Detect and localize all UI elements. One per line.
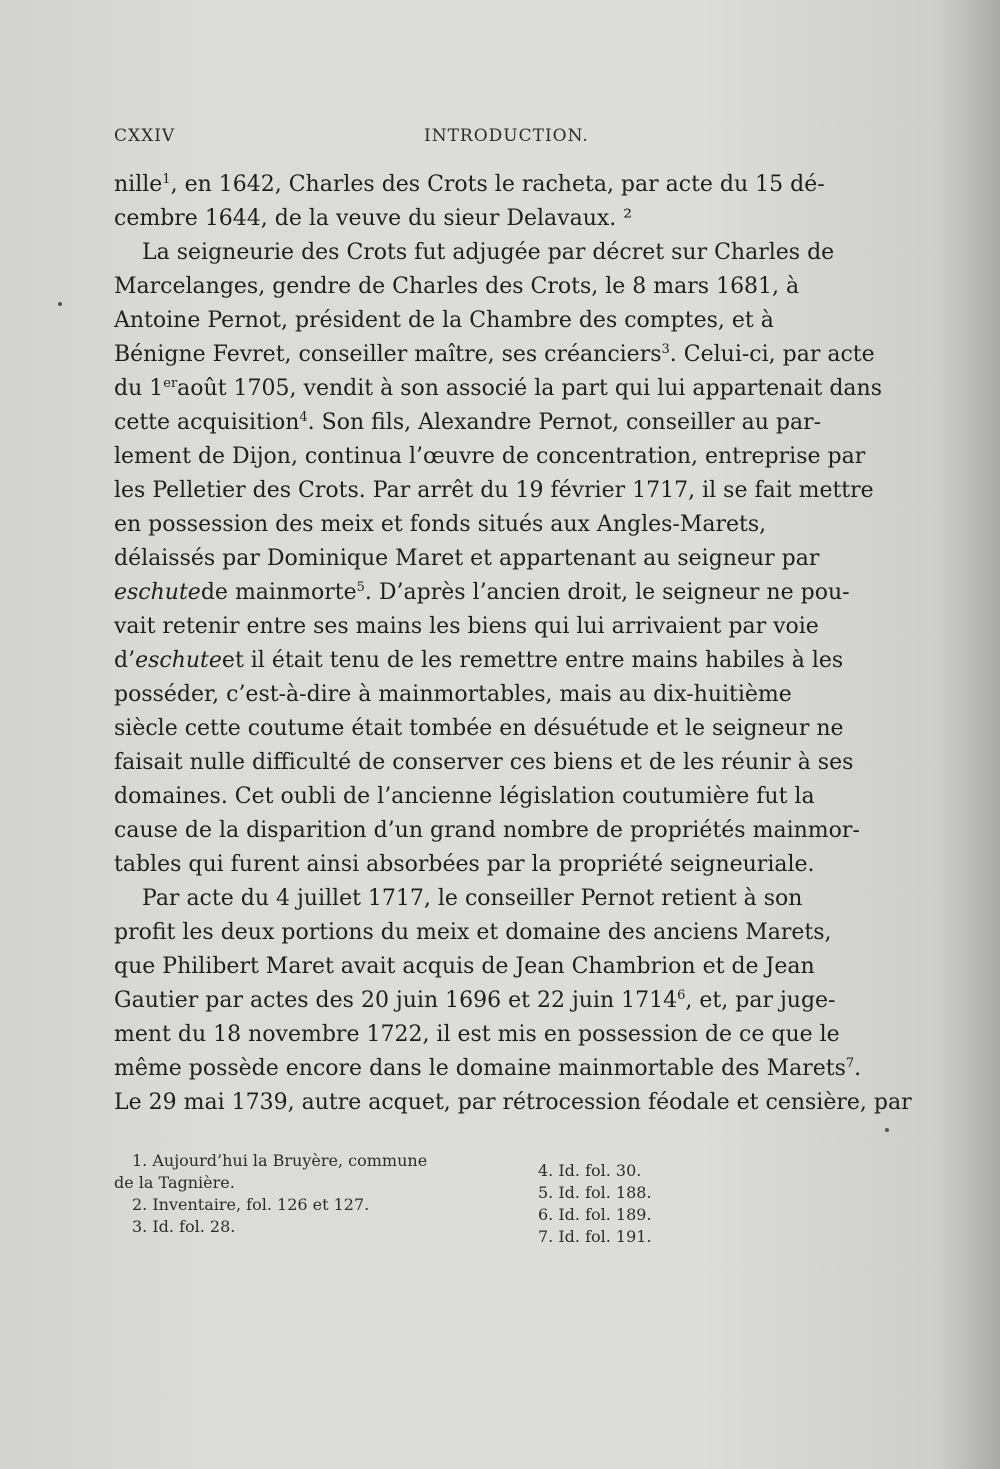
text-fragment: profit les deux portions du meix et domaine des anciens Marets,	[114, 920, 832, 945]
text-fragment: vait retenir entre ses mains les biens qui lui arrivaient par voie	[114, 614, 819, 639]
text-fragment: cette acquisition	[114, 410, 300, 435]
text-line	[114, 712, 894, 746]
text-fragment: du 1	[114, 376, 164, 401]
text-line	[114, 372, 894, 406]
text-fragment: lement de Dijon, continua l’œuvre de concentration, entreprise par	[114, 444, 866, 469]
footnote-ref: 3	[661, 342, 670, 357]
text-fragment: en possession des meix et fonds situés aux Angles-Marets,	[114, 512, 767, 537]
text-fragment: ment du 18 novembre 1722, il est mis en possession de ce que le	[114, 1022, 840, 1047]
footnotes-column-left	[114, 1150, 494, 1238]
italic-term: eschute	[135, 648, 222, 673]
text-line	[114, 508, 894, 542]
text-line	[114, 338, 894, 372]
text-fragment: août 1705, vendit à son associé la part qui lui appartenait dans	[177, 376, 882, 401]
text-line	[114, 882, 894, 916]
text-line	[114, 814, 894, 848]
footnote-item: 7. Id. fol. 191.	[538, 1227, 652, 1246]
text-line	[114, 848, 894, 882]
text-fragment: tables qui furent ainsi absorbées par la propriété seigneuriale.	[114, 852, 815, 877]
text-fragment: cembre 1644, de la veuve du sieur Delavaux. ²	[114, 206, 633, 231]
text-fragment: Antoine Pernot, président de la Chambre des comptes, et à	[114, 308, 774, 333]
footnote-item: 5. Id. fol. 188.	[538, 1183, 652, 1202]
text-line	[114, 406, 894, 440]
page-number: CXXIV	[114, 126, 176, 146]
text-line	[114, 746, 894, 780]
footnote-item: 3. Id. fol. 28.	[132, 1217, 236, 1236]
text-fragment: . D’après l’ancien droit, le seigneur ne pou-	[364, 580, 850, 605]
text-line	[114, 202, 894, 236]
text-fragment: délaissés par Dominique Maret et appartenant au seigneur par	[114, 546, 820, 571]
text-line	[114, 780, 894, 814]
text-fragment: faisait nulle difficulté de conserver ces biens et de les réunir à ses	[114, 750, 854, 775]
text-fragment: . Son fils, Alexandre Pernot, conseiller au par-	[307, 410, 822, 435]
italic-term: eschute	[114, 580, 201, 605]
text-fragment: , en 1642, Charles des Crots le racheta, par acte du 15 dé-	[170, 172, 825, 197]
text-line	[114, 304, 894, 338]
footnote-item: 6. Id. fol. 189.	[538, 1205, 652, 1224]
text-line	[114, 542, 894, 576]
text-fragment: Marcelanges, gendre de Charles des Crots, le 8 mars 1681, à	[114, 274, 800, 299]
text-fragment: nille	[114, 172, 163, 197]
running-title: INTRODUCTION.	[424, 126, 589, 146]
footnote-ref: 6	[677, 988, 686, 1003]
text-fragment: même possède encore dans le domaine mainmortable des Marets	[114, 1056, 846, 1081]
text-line	[114, 576, 894, 610]
text-line	[114, 678, 894, 712]
text-line	[114, 1086, 912, 1120]
text-fragment: Bénigne Fevret, conseiller maître, ses créanciers	[114, 342, 662, 367]
text-line	[114, 1052, 894, 1086]
text-fragment: posséder, c’est-à-dire à mainmortables, mais au dix-huitième	[114, 682, 792, 707]
text-line	[114, 168, 894, 202]
footnote-ref: 7	[845, 1056, 855, 1071]
footnote-ref: 5	[356, 580, 365, 595]
text-fragment: cause de la disparition d’un grand nombre de propriétés mainmor-	[114, 818, 860, 843]
text-fragment: et il était tenu de les remettre entre mains habiles à les	[221, 648, 844, 673]
text-line	[114, 1018, 894, 1052]
text-line	[114, 916, 894, 950]
text-line	[114, 236, 894, 270]
text-line	[114, 950, 894, 984]
text-fragment: La seigneurie des Crots fut adjugée par décret sur Charles de	[142, 240, 835, 265]
footnote-item: 2. Inventaire, fol. 126 et 127.	[132, 1195, 370, 1214]
print-speck	[58, 302, 62, 306]
text-fragment: Gautier par actes des 20 juin 1696 et 22 juin 1714	[114, 988, 678, 1013]
text-fragment: de mainmorte	[200, 580, 357, 605]
footnote-ref: 4	[299, 410, 308, 425]
text-fragment: . Celui-ci, par acte	[669, 342, 875, 367]
text-fragment: d’	[114, 648, 136, 673]
main-text	[114, 168, 912, 1120]
text-line	[114, 610, 894, 644]
superscript: er	[163, 376, 178, 391]
text-fragment: les Pelletier des Crots. Par arrêt du 19 février 1717, il se fait mettre	[114, 478, 874, 503]
text-line	[114, 440, 894, 474]
text-fragment: que Philibert Maret avait acquis de Jean Chambrion et de Jean	[114, 954, 815, 979]
footnote-item: de la Tagnière.	[114, 1173, 235, 1192]
text-fragment: siècle cette coutume était tombée en désuétude et le seigneur ne	[114, 716, 844, 741]
footnote-item: 4. Id. fol. 30.	[538, 1161, 642, 1180]
footnotes-column-right	[538, 1160, 708, 1248]
footnote-ref: 1	[162, 172, 171, 187]
text-fragment: Par acte du 4 juillet 1717, le conseiller Pernot retient à son	[142, 886, 803, 911]
text-line	[114, 474, 894, 508]
print-speck	[885, 1128, 889, 1132]
text-fragment: domaines. Cet oubli de l’ancienne législation coutumière fut la	[114, 784, 815, 809]
text-fragment: , et, par juge-	[685, 988, 836, 1013]
text-fragment: Le 29 mai 1739, autre acquet, par rétrocession féodale et censière, par	[114, 1090, 912, 1115]
running-header	[114, 126, 589, 150]
text-line	[114, 644, 894, 678]
footnote-item: 1. Aujourd’hui la Bruyère, commune	[132, 1151, 428, 1170]
text-line	[114, 984, 894, 1018]
text-line	[114, 270, 894, 304]
text-fragment: .	[854, 1056, 862, 1081]
